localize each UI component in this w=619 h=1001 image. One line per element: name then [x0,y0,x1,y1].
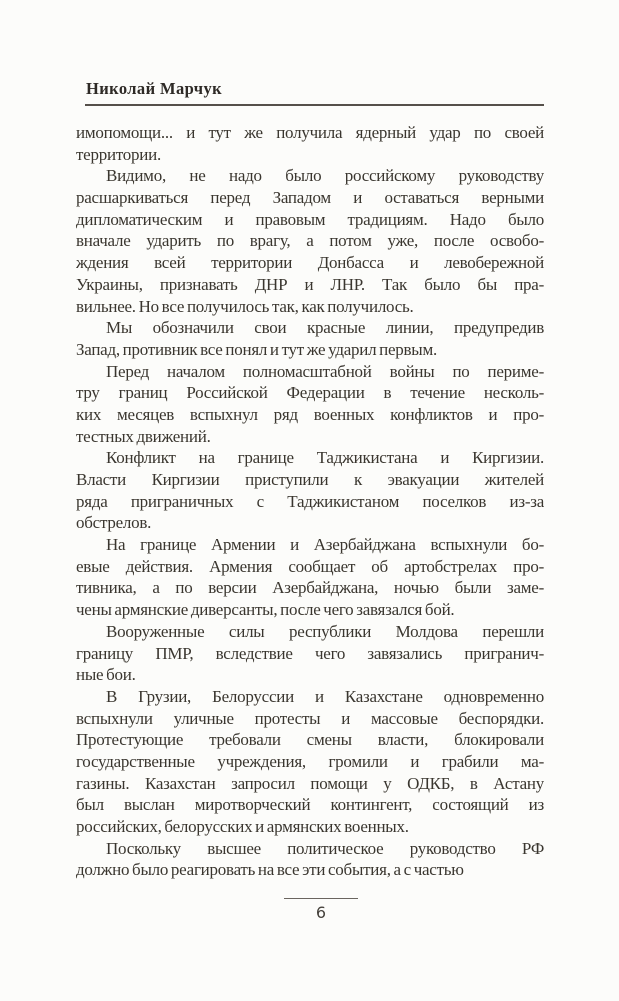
paragraph [76,621,544,686]
text-line: В Грузии, Белоруссии и Казахстане одновременно [106,686,544,706]
paragraph [76,122,544,165]
paragraph [76,447,544,534]
text-line: чены армянские диверсанты, после чего завязался бой. [76,600,455,620]
text-line: должно было реагировать на все эти события, а с частью [76,860,464,880]
text-block [76,122,544,881]
text-line: имопомощи... и тут же получила ядерный удар по своей [76,123,544,142]
page-number: 6 [315,903,327,922]
paragraph [76,686,544,838]
text-line: Украины, признавать ДНР и ЛНР. Так было бы пра- [76,274,544,294]
text-line: границу ПМР, вследствие чего завязались пригранич- [76,643,544,663]
paragraph [76,361,544,448]
paragraph [76,838,544,881]
text-line: Видимо, не надо было российскому руководству [106,166,544,186]
text-line: вначале ударить по врагу, а потом уже, после освобо- [76,231,544,251]
paragraph [76,534,544,621]
running-header-author: Николай Марчук [86,79,223,98]
text-line: расшаркиваться перед Западом и оставаться верными [76,188,544,208]
text-line: государственные учреждения, громили и грабили ма- [76,751,544,771]
paragraph [76,317,544,360]
header-rule [85,104,544,106]
text-line: ких месяцев вспыхнул ряд военных конфликтов и про- [76,404,544,424]
footer-rule [284,898,358,899]
text-line: ряда приграничных с Таджикистаном поселков из-за [76,491,544,511]
text-line: Перед началом полномасштабной войны по периме- [106,361,544,381]
text-line: Протестующие требовали смены власти, блокировали [76,730,544,750]
text-line: российских, белорусских и армянских военных. [76,817,409,836]
text-line: ждения всей территории Донбасса и левобережной [76,253,544,273]
text-line: Поскольку высшее политическое руководство РФ [106,838,544,858]
text-line: Мы обозначили свои красные линии, предупредив [106,318,544,338]
text-line: Власти Киргизии приступили к эвакуации жителей [76,470,544,489]
text-line: был выслан миротворческий контингент, состоящий из [76,795,544,815]
text-line: территории. [76,144,161,164]
text-line: Запад, противник все понял и тут же ударил первым. [76,339,437,359]
text-line: тестных движений. [76,426,211,446]
text-line: тру границ Российской Федерации в течение несколь- [76,383,544,403]
text-line: ные бои. [76,665,136,685]
text-line: На границе Армении и Азербайджана вспыхнули бо- [106,535,544,555]
text-line: дипломатическим и правовым традициям. Надо было [76,209,544,229]
text-line: Вооруженные силы республики Молдова перешли [106,621,544,641]
text-line: обстрелов. [76,513,152,533]
text-line: евые действия. Армения сообщает об артобстрелах про- [76,556,544,576]
text-line: вильнее. Но все получилось так, как получилось. [76,296,414,316]
text-line: тивника, а по версии Азербайджана, ночью были заме- [76,578,544,598]
text-line: газины. Казахстан запросил помощи у ОДКБ, в Астану [76,773,544,793]
paragraph [76,165,544,317]
text-line: вспыхнули уличные протесты и массовые беспорядки. [76,708,544,728]
text-line: Конфликт на границе Таджикистана и Киргизии. [106,448,544,468]
